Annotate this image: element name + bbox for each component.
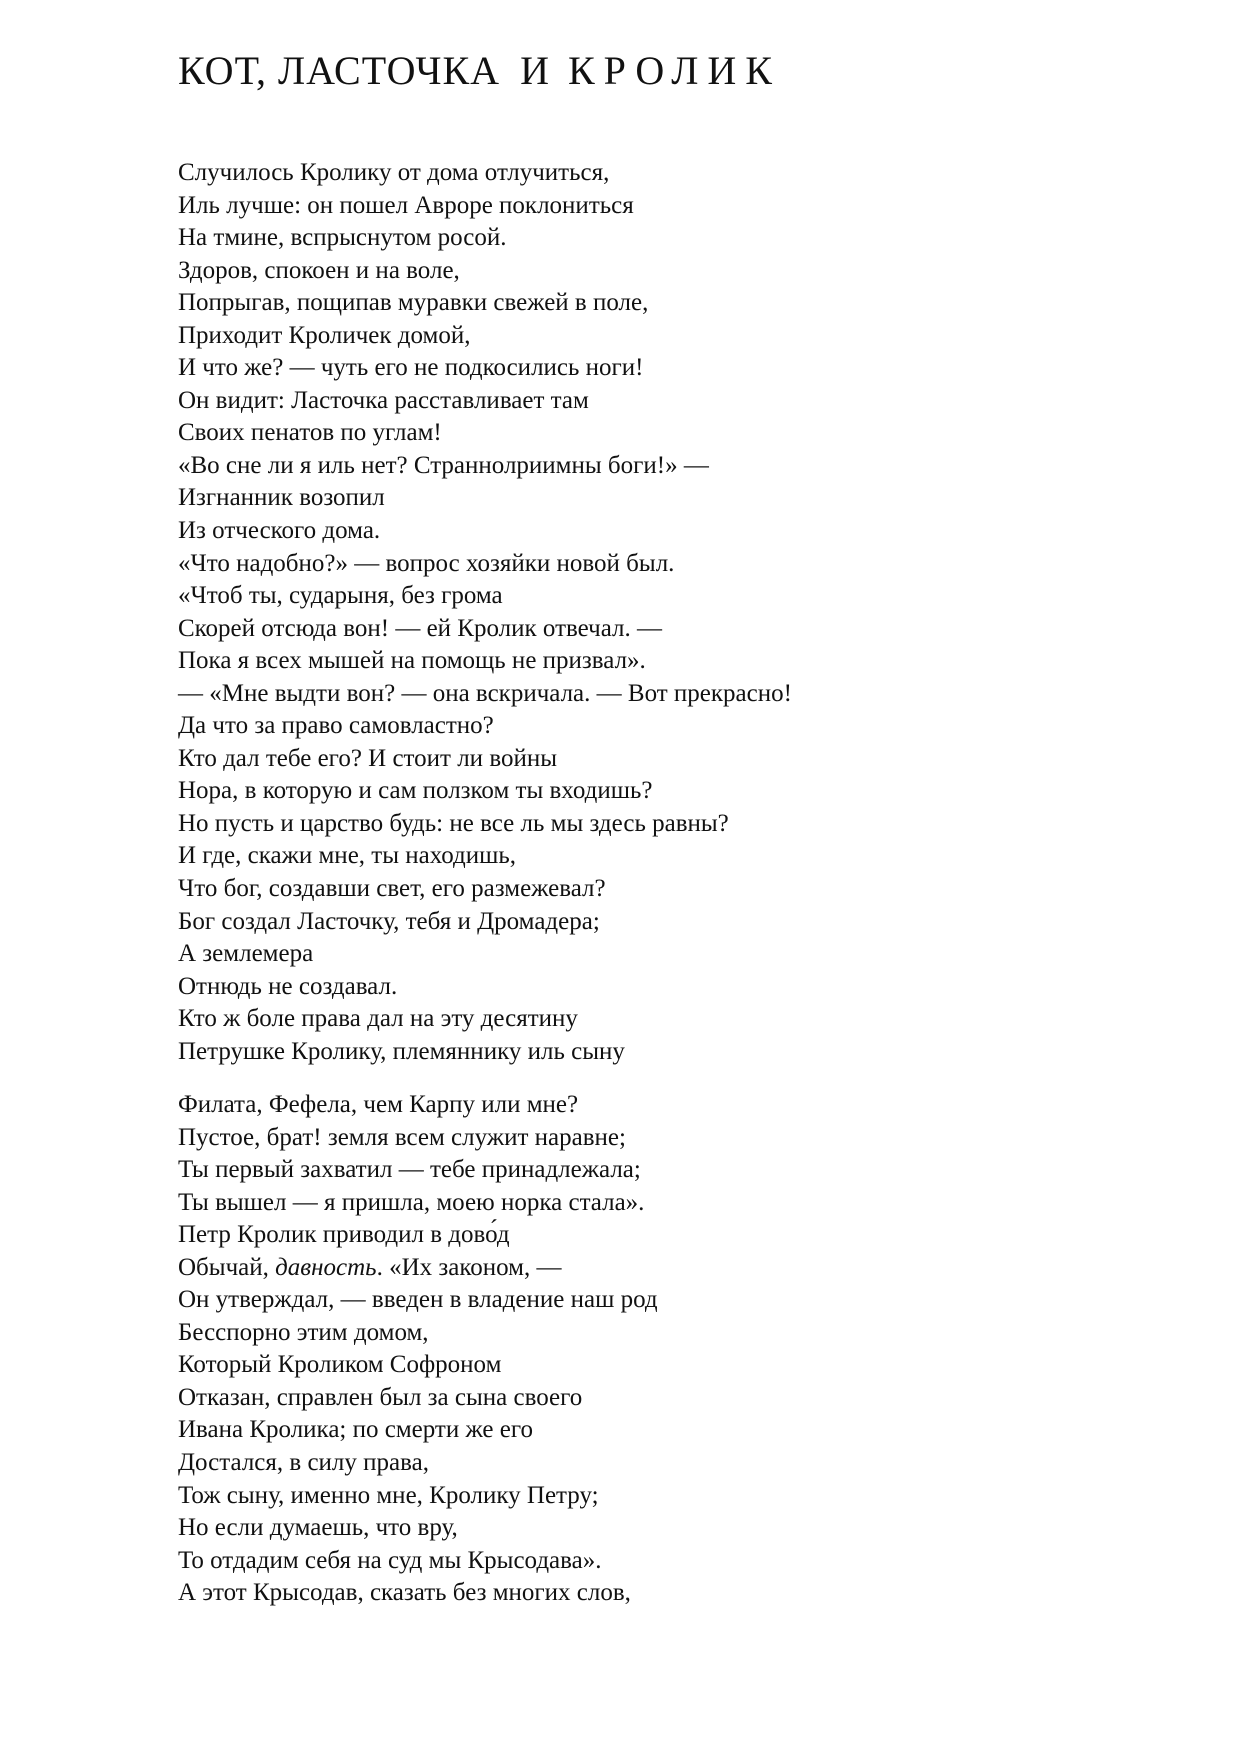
poem-line [178,1252,658,1285]
poem-line: Ты первый захватил — тебе принадлежала; [178,1156,641,1184]
poem-line: Ты вышел — я пришла, моею норка стала». [178,1188,645,1216]
poem-line: Иль лучше: он пошел Авроре поклониться [178,191,634,219]
poem-line: Достался, в силу права, [178,1449,429,1477]
poem-line: Но пусть и царство будь: не все ль мы здесь равны? [178,809,729,837]
poem-line: То отдадим себя на суд мы Крысодава». [178,1546,602,1574]
poem-line: Случилось Кролику от дома отлучиться, [178,159,610,186]
poem-line: Который Кроликом Софроном [178,1351,502,1379]
poem-line: Бесспорно этим домом, [178,1318,429,1346]
poem-line: Скорей отсюда вон! — ей Кролик отвечал. — [178,614,662,642]
poem-line: Приходит Кроличек домой, [178,321,471,349]
poem-line: Что бог, создавши свет, его размежевал? [178,875,606,903]
poem-line: «Что надобно?» — вопрос хозяйки новой был. [178,549,675,577]
poem-line: Петр Кролик приводил в дово́д [178,1221,510,1249]
title-main: КОТ, ЛАСТОЧКА [178,48,501,93]
poem-line: Пока я всех мышей на помощь не призвал». [178,647,646,675]
poem-line: Из отческого дома. [178,517,381,545]
poem-line: Кто дал тебе его? И стоит ли войны [178,744,558,772]
poem-line: «Во сне ли я иль нет? Страннолриимны боги!» — [178,451,709,479]
poem-line: Отказан, справлен был за сына своего [178,1383,583,1411]
poem-line: Попрыгав, пощипав муравки свежей в поле, [178,289,649,317]
line-segment: . «Их законом, — [376,1253,562,1281]
poem-line: Ивана Кролика; по смерти же его [178,1416,533,1444]
poem-line: Изгнанник возопил [178,484,385,512]
poem-line: А этот Крысодав, сказать без многих слов, [178,1579,631,1607]
poem-line: Филата, Фефела, чем Карпу или мне? [178,1091,579,1118]
poem-line: Кто ж боле права дал на эту десятину [178,1005,578,1033]
poem-line: Тож сыну, именно мне, Кролику Петру; [178,1481,599,1509]
stanza-1 [178,157,792,1068]
poem-line: «Чтоб ты, сударыня, без грома [178,582,503,610]
poem-line: Петрушке Кролику, племяннику иль сыну [178,1037,625,1065]
line-segment: Обычай, [178,1253,276,1281]
poem-line: Бог создал Ласточку, тебя и Дромадера; [178,907,600,935]
poem-line: И что же? — чуть его не подкосились ноги! [178,354,644,382]
poem-title [178,46,781,96]
title-conjunction: И [520,48,558,93]
poem-line: — «Мне выдти вон? — она вскричала. — Вот прекрасно! [178,679,792,707]
stanza-2 [178,1089,658,1610]
poem-line: А землемера [178,940,314,968]
poem-line: На тмине, вспрыснутом росой. [178,224,507,252]
poem-line: Отнюдь не создавал. [178,972,398,1000]
poem-line: Здоров, спокоен и на воле, [178,256,460,284]
poem-line: Он утверждал, — введен в владение наш род [178,1286,658,1314]
poem-line: Нора, в которую и сам ползком ты входишь? [178,777,653,805]
emphasized-word: давность [275,1253,377,1281]
title-last-word: КРОЛИК [567,48,781,93]
poem-line: Своих пенатов по углам! [178,419,442,447]
poem-line: Пустое, брат! земля всем служит наравне; [178,1123,626,1151]
poem-line: Да что за право самовластно? [178,712,494,740]
poem-line: Он видит: Ласточка расставливает там [178,386,589,414]
poem-line: И где, скажи мне, ты находишь, [178,842,517,870]
poem-line: Но если думаешь, что вру, [178,1514,458,1542]
